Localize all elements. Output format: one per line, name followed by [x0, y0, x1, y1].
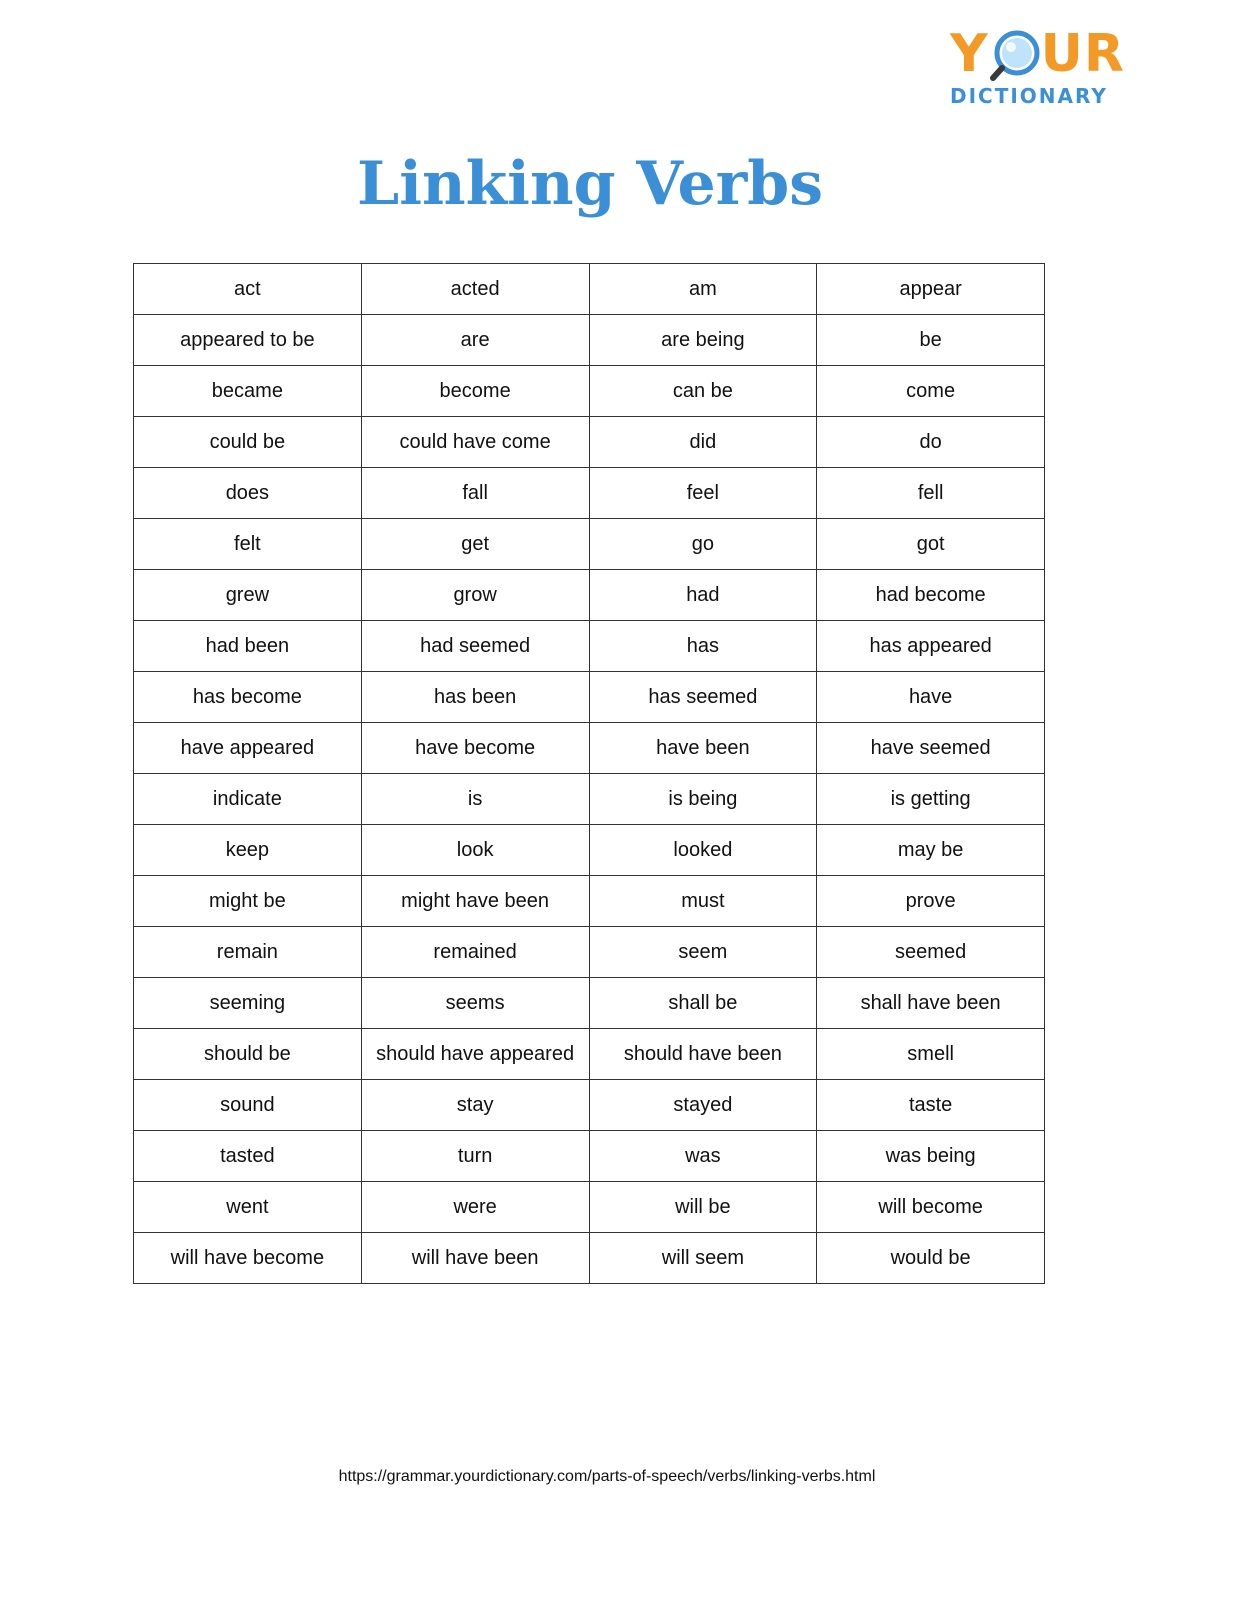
- linking-verbs-table-body: [134, 264, 1045, 1284]
- verb-cell: taste: [817, 1080, 1045, 1131]
- verb-cell: has: [589, 621, 817, 672]
- verb-cell: prove: [817, 876, 1045, 927]
- verb-cell: had been: [134, 621, 362, 672]
- verb-cell: has become: [134, 672, 362, 723]
- verb-cell: remained: [361, 927, 589, 978]
- table-row: [134, 1233, 1045, 1284]
- verb-cell: could be: [134, 417, 362, 468]
- table-row: [134, 366, 1045, 417]
- verb-cell: had seemed: [361, 621, 589, 672]
- verb-cell: become: [361, 366, 589, 417]
- verb-cell: had become: [817, 570, 1045, 621]
- verb-cell: will have become: [134, 1233, 362, 1284]
- source-url: https://grammar.yourdictionary.com/parts-of-speech/verbs/linking-verbs.html: [338, 1468, 876, 1485]
- verb-cell: are: [361, 315, 589, 366]
- verb-cell: was being: [817, 1131, 1045, 1182]
- verb-cell: shall have been: [817, 978, 1045, 1029]
- verb-cell: sound: [134, 1080, 362, 1131]
- table-row: [134, 723, 1045, 774]
- verb-cell: might be: [134, 876, 362, 927]
- verb-cell: went: [134, 1182, 362, 1233]
- table-row: [134, 315, 1045, 366]
- verb-cell: smell: [817, 1029, 1045, 1080]
- verb-cell: acted: [361, 264, 589, 315]
- verb-cell: is being: [589, 774, 817, 825]
- table-row: [134, 672, 1045, 723]
- verb-cell: did: [589, 417, 817, 468]
- table-row: [134, 468, 1045, 519]
- table-row: [134, 1080, 1045, 1131]
- verb-cell: have appeared: [134, 723, 362, 774]
- verb-cell: will seem: [589, 1233, 817, 1284]
- verb-cell: will be: [589, 1182, 817, 1233]
- verb-cell: would be: [817, 1233, 1045, 1284]
- logo-wordmark-bottom: DICTIONARY: [950, 84, 1108, 108]
- verb-cell: has appeared: [817, 621, 1045, 672]
- verb-cell: stay: [361, 1080, 589, 1131]
- table-row: [134, 927, 1045, 978]
- magnifying-glass-icon: [990, 29, 1040, 79]
- verb-cell: appear: [817, 264, 1045, 315]
- verb-cell: stayed: [589, 1080, 817, 1131]
- verb-cell: turn: [361, 1131, 589, 1182]
- page-title: Linking Verbs: [357, 149, 823, 219]
- table-row: [134, 1029, 1045, 1080]
- verb-cell: seeming: [134, 978, 362, 1029]
- verb-cell: grew: [134, 570, 362, 621]
- verb-cell: could have come: [361, 417, 589, 468]
- verb-cell: fell: [817, 468, 1045, 519]
- verb-cell: shall be: [589, 978, 817, 1029]
- verb-cell: was: [589, 1131, 817, 1182]
- verb-cell: have seemed: [817, 723, 1045, 774]
- verb-cell: fall: [361, 468, 589, 519]
- verb-cell: feel: [589, 468, 817, 519]
- verb-cell: go: [589, 519, 817, 570]
- table-row: [134, 876, 1045, 927]
- verb-cell: have: [817, 672, 1045, 723]
- verb-cell: seems: [361, 978, 589, 1029]
- verb-cell: can be: [589, 366, 817, 417]
- logo-letters-ur: UR: [1040, 24, 1125, 84]
- verb-cell: have been: [589, 723, 817, 774]
- verb-cell: come: [817, 366, 1045, 417]
- verb-cell: is: [361, 774, 589, 825]
- verb-cell: grow: [361, 570, 589, 621]
- verb-cell: has seemed: [589, 672, 817, 723]
- verb-cell: got: [817, 519, 1045, 570]
- verb-cell: will have been: [361, 1233, 589, 1284]
- verb-cell: keep: [134, 825, 362, 876]
- verb-cell: should be: [134, 1029, 362, 1080]
- table-row: [134, 264, 1045, 315]
- table-row: [134, 978, 1045, 1029]
- verb-cell: became: [134, 366, 362, 417]
- verb-cell: have become: [361, 723, 589, 774]
- verb-cell: appeared to be: [134, 315, 362, 366]
- table-row: [134, 621, 1045, 672]
- logo-wordmark-top: [950, 24, 1125, 84]
- verb-cell: may be: [817, 825, 1045, 876]
- verb-cell: should have appeared: [361, 1029, 589, 1080]
- verb-cell: has been: [361, 672, 589, 723]
- verb-cell: must: [589, 876, 817, 927]
- table-row: [134, 774, 1045, 825]
- verb-cell: get: [361, 519, 589, 570]
- yourdictionary-logo: [950, 24, 1130, 114]
- verb-cell: am: [589, 264, 817, 315]
- verb-cell: indicate: [134, 774, 362, 825]
- table-row: [134, 825, 1045, 876]
- verb-cell: should have been: [589, 1029, 817, 1080]
- verb-cell: look: [361, 825, 589, 876]
- verb-cell: are being: [589, 315, 817, 366]
- verb-cell: were: [361, 1182, 589, 1233]
- verb-cell: looked: [589, 825, 817, 876]
- table-row: [134, 1182, 1045, 1233]
- verb-cell: does: [134, 468, 362, 519]
- table-row: [134, 1131, 1045, 1182]
- verb-cell: do: [817, 417, 1045, 468]
- table-row: [134, 519, 1045, 570]
- verb-cell: act: [134, 264, 362, 315]
- linking-verbs-table: [133, 263, 1045, 1284]
- table-row: [134, 417, 1045, 468]
- verb-cell: will become: [817, 1182, 1045, 1233]
- verb-cell: had: [589, 570, 817, 621]
- verb-cell: might have been: [361, 876, 589, 927]
- verb-cell: be: [817, 315, 1045, 366]
- table-row: [134, 570, 1045, 621]
- verb-cell: tasted: [134, 1131, 362, 1182]
- verb-cell: felt: [134, 519, 362, 570]
- verb-cell: is getting: [817, 774, 1045, 825]
- verb-cell: seem: [589, 927, 817, 978]
- verb-cell: seemed: [817, 927, 1045, 978]
- logo-letter-y: Y: [950, 24, 989, 84]
- verb-cell: remain: [134, 927, 362, 978]
